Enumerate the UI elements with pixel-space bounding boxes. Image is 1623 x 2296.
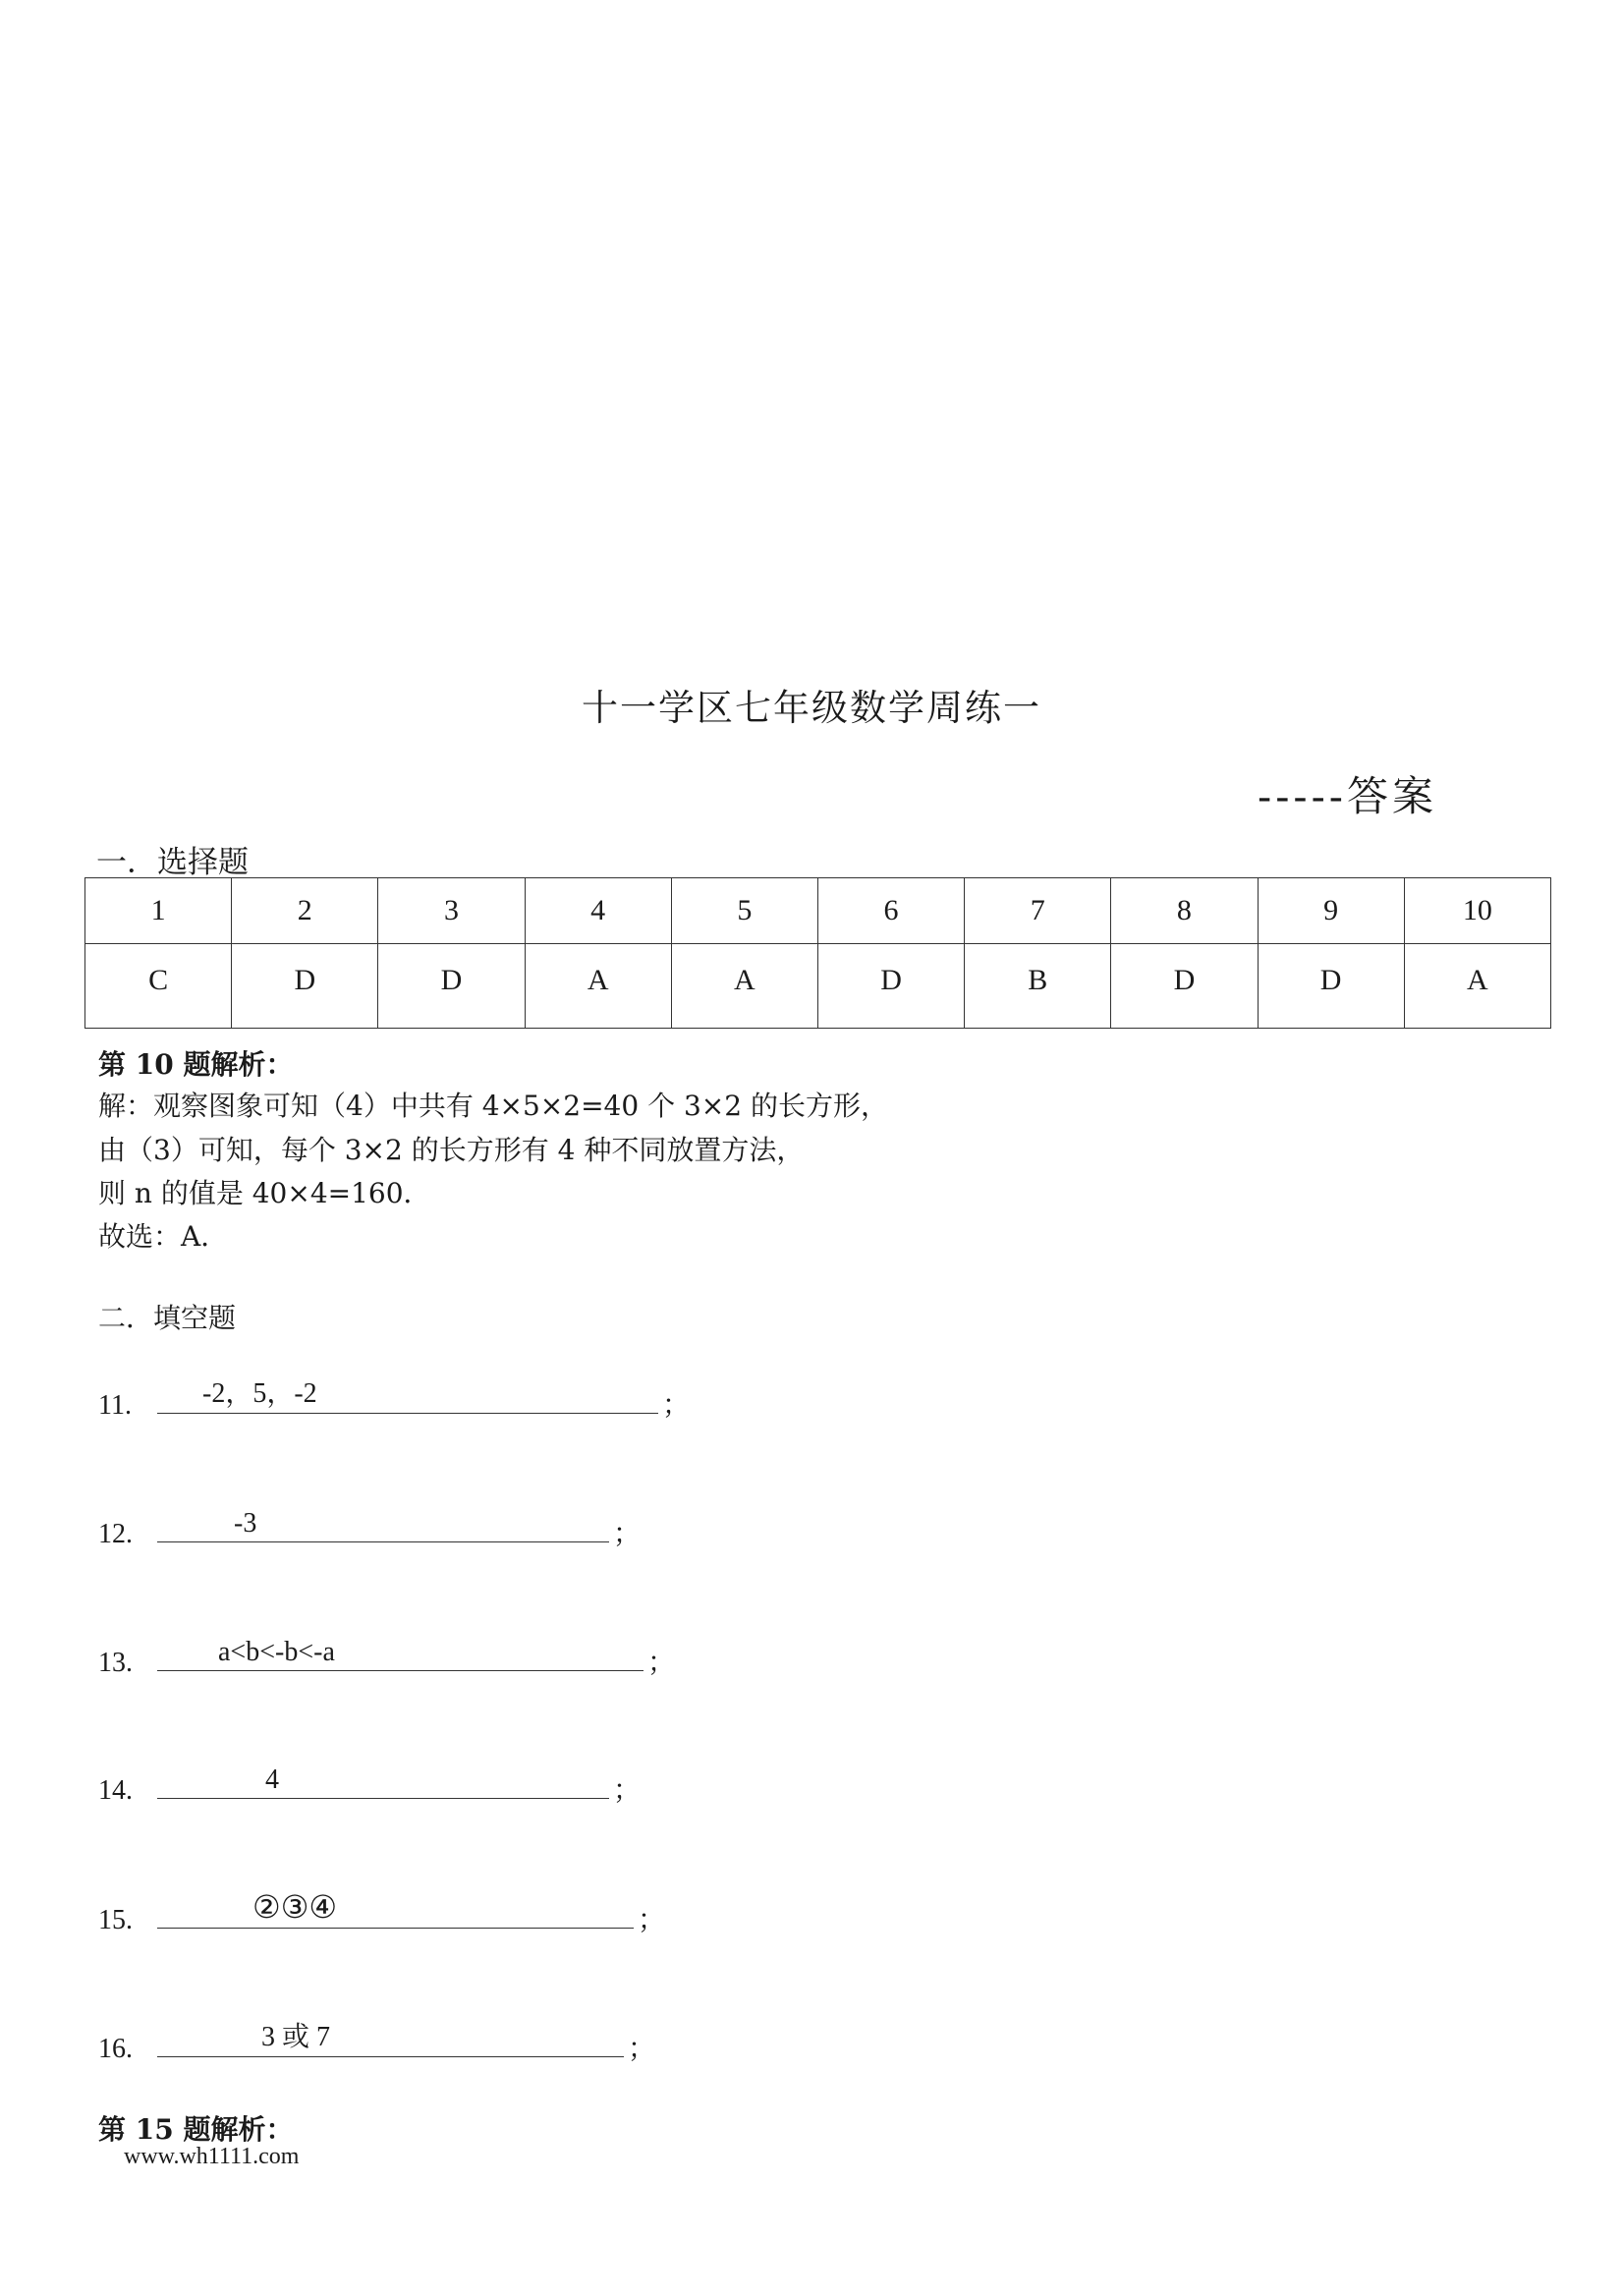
item-number: 14. xyxy=(98,1775,133,1806)
answer-value: 3 或 7 xyxy=(261,2022,331,2052)
answer-blank xyxy=(157,1764,609,1799)
question-number-cell: 3 xyxy=(378,878,525,944)
answer-cell: D xyxy=(232,944,378,1029)
item-number: 15. xyxy=(98,1905,133,1935)
explanation-10-line: 解：观察图象可知（4）中共有 4×5×2=40 个 3×2 的长方形， xyxy=(98,1090,888,1122)
answer-cell: C xyxy=(85,944,232,1029)
answer-table-answer-row xyxy=(85,944,1551,1029)
question-number-cell: 1 xyxy=(85,878,232,944)
answer-table xyxy=(84,877,1551,1029)
explanation-10-line: 由（3）可知，每个 3×2 的长方形有 4 种不同放置方法， xyxy=(98,1134,805,1166)
fill-item-14 xyxy=(98,1764,641,1808)
answer-cell: D xyxy=(817,944,964,1029)
question-number-cell: 10 xyxy=(1404,878,1550,944)
fill-item-12 xyxy=(98,1508,641,1551)
explanation-10-line: 故选：A． xyxy=(98,1220,229,1253)
answer-value: ②③④ xyxy=(252,1889,338,1925)
question-number-cell: 9 xyxy=(1258,878,1404,944)
question-number-cell: 4 xyxy=(525,878,671,944)
answer-blank xyxy=(157,1508,609,1542)
answer-blank xyxy=(157,2023,624,2057)
item-number: 16. xyxy=(98,2034,133,2064)
answer-cell: A xyxy=(1404,944,1550,1029)
page-title: 十一学区七年级数学周练一 xyxy=(582,687,1041,729)
answer-blank xyxy=(157,1379,658,1414)
question-number-cell: 7 xyxy=(965,878,1111,944)
page-subtitle: -----答案 xyxy=(1258,772,1437,820)
section-heading-fill: 二．填空题 xyxy=(98,1302,237,1334)
item-end: ； xyxy=(613,1775,642,1806)
answer-cell: D xyxy=(1111,944,1258,1029)
fill-item-13 xyxy=(98,1637,675,1680)
item-end: ； xyxy=(628,2034,656,2064)
answer-table-number-row xyxy=(85,878,1551,944)
answer-cell: A xyxy=(525,944,671,1029)
answer-value: -3 xyxy=(234,1508,257,1539)
item-end: ； xyxy=(613,1519,642,1549)
answer-cell: A xyxy=(671,944,817,1029)
question-number-cell: 8 xyxy=(1111,878,1258,944)
item-end: ； xyxy=(638,1905,666,1935)
watermark-url: www.wh1111.com xyxy=(124,2144,300,2169)
explanation-10-line: 则 n 的值是 40×4=160． xyxy=(98,1177,431,1209)
answer-value: -2，5，-2 xyxy=(202,1378,317,1409)
question-number-cell: 5 xyxy=(671,878,817,944)
answer-blank xyxy=(157,1889,634,1929)
answer-blank xyxy=(157,1637,644,1671)
fill-item-11 xyxy=(98,1379,690,1423)
section-heading-choice: 一．选择题 xyxy=(96,845,249,880)
question-number-cell: 2 xyxy=(232,878,378,944)
explanation-15-heading: 第 15 题解析： xyxy=(98,2113,294,2146)
question-number-cell: 6 xyxy=(817,878,964,944)
item-end: ； xyxy=(662,1390,691,1421)
answer-cell: D xyxy=(1258,944,1404,1029)
answer-value: a<b<-b<-a xyxy=(218,1637,335,1667)
item-end: ； xyxy=(647,1648,676,1678)
item-number: 11. xyxy=(98,1390,132,1421)
item-number: 13. xyxy=(98,1648,133,1678)
answer-cell: D xyxy=(378,944,525,1029)
item-number: 12. xyxy=(98,1519,133,1549)
answer-cell: B xyxy=(965,944,1111,1029)
fill-item-16 xyxy=(98,2023,655,2066)
explanation-10-heading: 第 10 题解析： xyxy=(98,1048,294,1081)
fill-item-15 xyxy=(98,1889,666,1937)
answer-value: 4 xyxy=(265,1764,279,1795)
